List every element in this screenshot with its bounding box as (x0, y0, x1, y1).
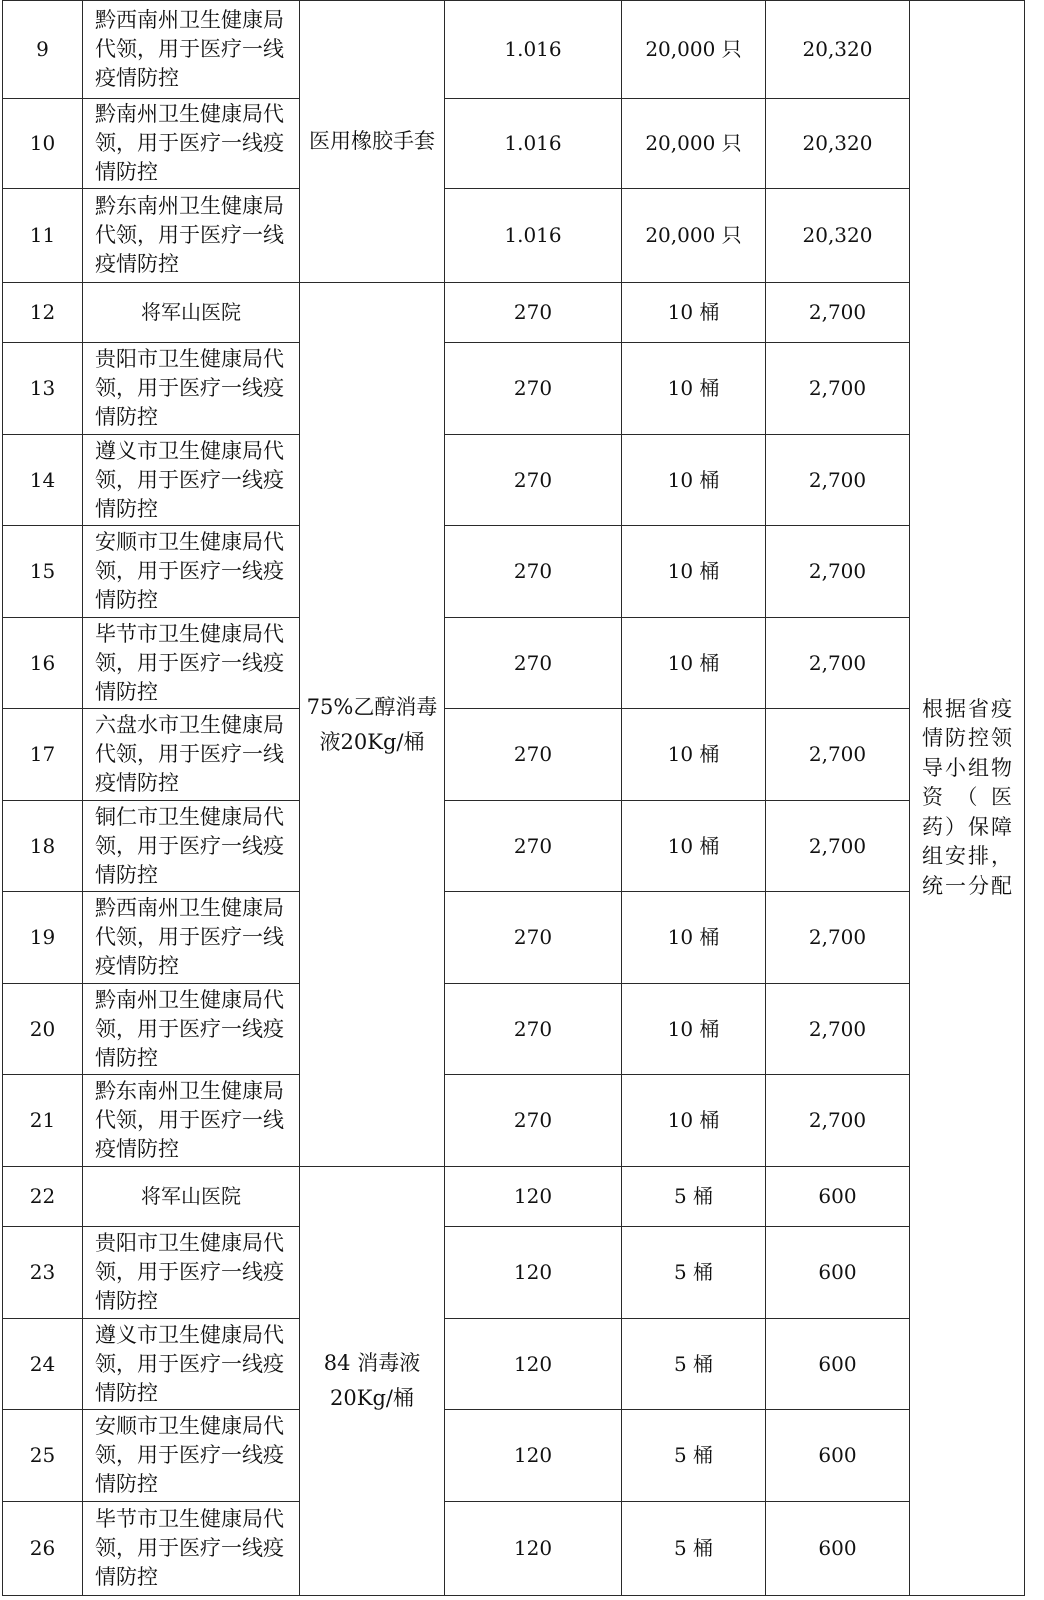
table-row (3, 1, 1025, 99)
recipient-unit: 将军山医院 (83, 283, 300, 343)
quantity: 10 桶 (622, 984, 766, 1075)
row-number: 10 (3, 99, 83, 189)
unit-price: 120 (445, 1319, 622, 1410)
amount: 600 (766, 1227, 910, 1319)
recipient-unit: 黔东南州卫生健康局代领，用于医疗一线疫情防控 (83, 189, 300, 283)
amount: 2,700 (766, 435, 910, 526)
recipient-unit: 毕节市卫生健康局代领，用于医疗一线疫情防控 (83, 618, 300, 709)
unit-price: 270 (445, 526, 622, 618)
amount: 2,700 (766, 892, 910, 984)
quantity: 5 桶 (622, 1167, 766, 1227)
unit-price: 270 (445, 801, 622, 892)
amount: 2,700 (766, 618, 910, 709)
remark: 根据省疫情防控领导小组物资（医药）保障组安排，统一分配 (910, 1, 1025, 1596)
quantity: 5 桶 (622, 1410, 766, 1502)
row-number: 9 (3, 1, 83, 99)
recipient-unit: 遵义市卫生健康局代领，用于医疗一线疫情防控 (83, 435, 300, 526)
table-row (3, 526, 1025, 618)
amount: 2,700 (766, 283, 910, 343)
recipient-unit: 遵义市卫生健康局代领，用于医疗一线疫情防控 (83, 1319, 300, 1410)
unit-price: 120 (445, 1410, 622, 1502)
donation-table (2, 0, 1025, 1596)
unit-price: 270 (445, 283, 622, 343)
amount: 20,320 (766, 1, 910, 99)
unit-price: 270 (445, 984, 622, 1075)
amount: 20,320 (766, 189, 910, 283)
table-row (3, 1319, 1025, 1410)
item-name: 75%乙醇消毒液20Kg/桶 (300, 283, 445, 1167)
unit-price: 120 (445, 1502, 622, 1596)
row-number: 12 (3, 283, 83, 343)
table-row (3, 1410, 1025, 1502)
item-name: 医用橡胶手套 (300, 1, 445, 283)
table-row (3, 1227, 1025, 1319)
recipient-unit: 黔东南州卫生健康局代领，用于医疗一线疫情防控 (83, 1075, 300, 1167)
table-row (3, 343, 1025, 435)
unit-price: 270 (445, 343, 622, 435)
table-row (3, 1167, 1025, 1227)
table-row (3, 618, 1025, 709)
quantity: 10 桶 (622, 892, 766, 984)
recipient-unit: 将军山医院 (83, 1167, 300, 1227)
amount: 2,700 (766, 1075, 910, 1167)
amount: 2,700 (766, 526, 910, 618)
quantity: 10 桶 (622, 435, 766, 526)
recipient-unit: 毕节市卫生健康局代领，用于医疗一线疫情防控 (83, 1502, 300, 1596)
amount: 600 (766, 1167, 910, 1227)
unit-price: 1.016 (445, 189, 622, 283)
amount: 2,700 (766, 984, 910, 1075)
row-number: 20 (3, 984, 83, 1075)
recipient-unit: 黔南州卫生健康局代领，用于医疗一线疫情防控 (83, 984, 300, 1075)
amount: 20,320 (766, 99, 910, 189)
table-row (3, 1502, 1025, 1596)
recipient-unit: 安顺市卫生健康局代领，用于医疗一线疫情防控 (83, 1410, 300, 1502)
row-number: 23 (3, 1227, 83, 1319)
row-number: 26 (3, 1502, 83, 1596)
table-row (3, 709, 1025, 801)
unit-price: 270 (445, 618, 622, 709)
recipient-unit: 黔西南州卫生健康局代领，用于医疗一线疫情防控 (83, 1, 300, 99)
amount: 600 (766, 1410, 910, 1502)
unit-price: 270 (445, 892, 622, 984)
table-row (3, 892, 1025, 984)
recipient-unit: 六盘水市卫生健康局代领，用于医疗一线疫情防控 (83, 709, 300, 801)
amount: 2,700 (766, 343, 910, 435)
unit-price: 270 (445, 1075, 622, 1167)
quantity: 10 桶 (622, 618, 766, 709)
row-number: 18 (3, 801, 83, 892)
recipient-unit: 贵阳市卫生健康局代领，用于医疗一线疫情防控 (83, 1227, 300, 1319)
row-number: 14 (3, 435, 83, 526)
quantity: 10 桶 (622, 526, 766, 618)
unit-price: 1.016 (445, 99, 622, 189)
quantity: 20,000 只 (622, 1, 766, 99)
quantity: 20,000 只 (622, 99, 766, 189)
recipient-unit: 贵阳市卫生健康局代领，用于医疗一线疫情防控 (83, 343, 300, 435)
item-name: 84 消毒液20Kg/桶 (300, 1167, 445, 1596)
amount: 600 (766, 1502, 910, 1596)
recipient-unit: 安顺市卫生健康局代领，用于医疗一线疫情防控 (83, 526, 300, 618)
quantity: 5 桶 (622, 1319, 766, 1410)
row-number: 19 (3, 892, 83, 984)
amount: 2,700 (766, 801, 910, 892)
recipient-unit: 黔西南州卫生健康局代领，用于医疗一线疫情防控 (83, 892, 300, 984)
row-number: 16 (3, 618, 83, 709)
row-number: 17 (3, 709, 83, 801)
quantity: 5 桶 (622, 1502, 766, 1596)
amount: 2,700 (766, 709, 910, 801)
quantity: 10 桶 (622, 709, 766, 801)
unit-price: 270 (445, 435, 622, 526)
quantity: 10 桶 (622, 1075, 766, 1167)
quantity: 20,000 只 (622, 189, 766, 283)
quantity: 10 桶 (622, 343, 766, 435)
recipient-unit: 黔南州卫生健康局代领，用于医疗一线疫情防控 (83, 99, 300, 189)
quantity: 10 桶 (622, 801, 766, 892)
unit-price: 120 (445, 1167, 622, 1227)
unit-price: 1.016 (445, 1, 622, 99)
amount: 600 (766, 1319, 910, 1410)
row-number: 24 (3, 1319, 83, 1410)
table-row (3, 1075, 1025, 1167)
row-number: 13 (3, 343, 83, 435)
recipient-unit: 铜仁市卫生健康局代领，用于医疗一线疫情防控 (83, 801, 300, 892)
table-row (3, 189, 1025, 283)
row-number: 22 (3, 1167, 83, 1227)
table-row (3, 99, 1025, 189)
quantity: 10 桶 (622, 283, 766, 343)
table-row (3, 435, 1025, 526)
row-number: 21 (3, 1075, 83, 1167)
quantity: 5 桶 (622, 1227, 766, 1319)
unit-price: 270 (445, 709, 622, 801)
row-number: 11 (3, 189, 83, 283)
unit-price: 120 (445, 1227, 622, 1319)
table-row (3, 283, 1025, 343)
table-row (3, 984, 1025, 1075)
table-row (3, 801, 1025, 892)
row-number: 25 (3, 1410, 83, 1502)
row-number: 15 (3, 526, 83, 618)
